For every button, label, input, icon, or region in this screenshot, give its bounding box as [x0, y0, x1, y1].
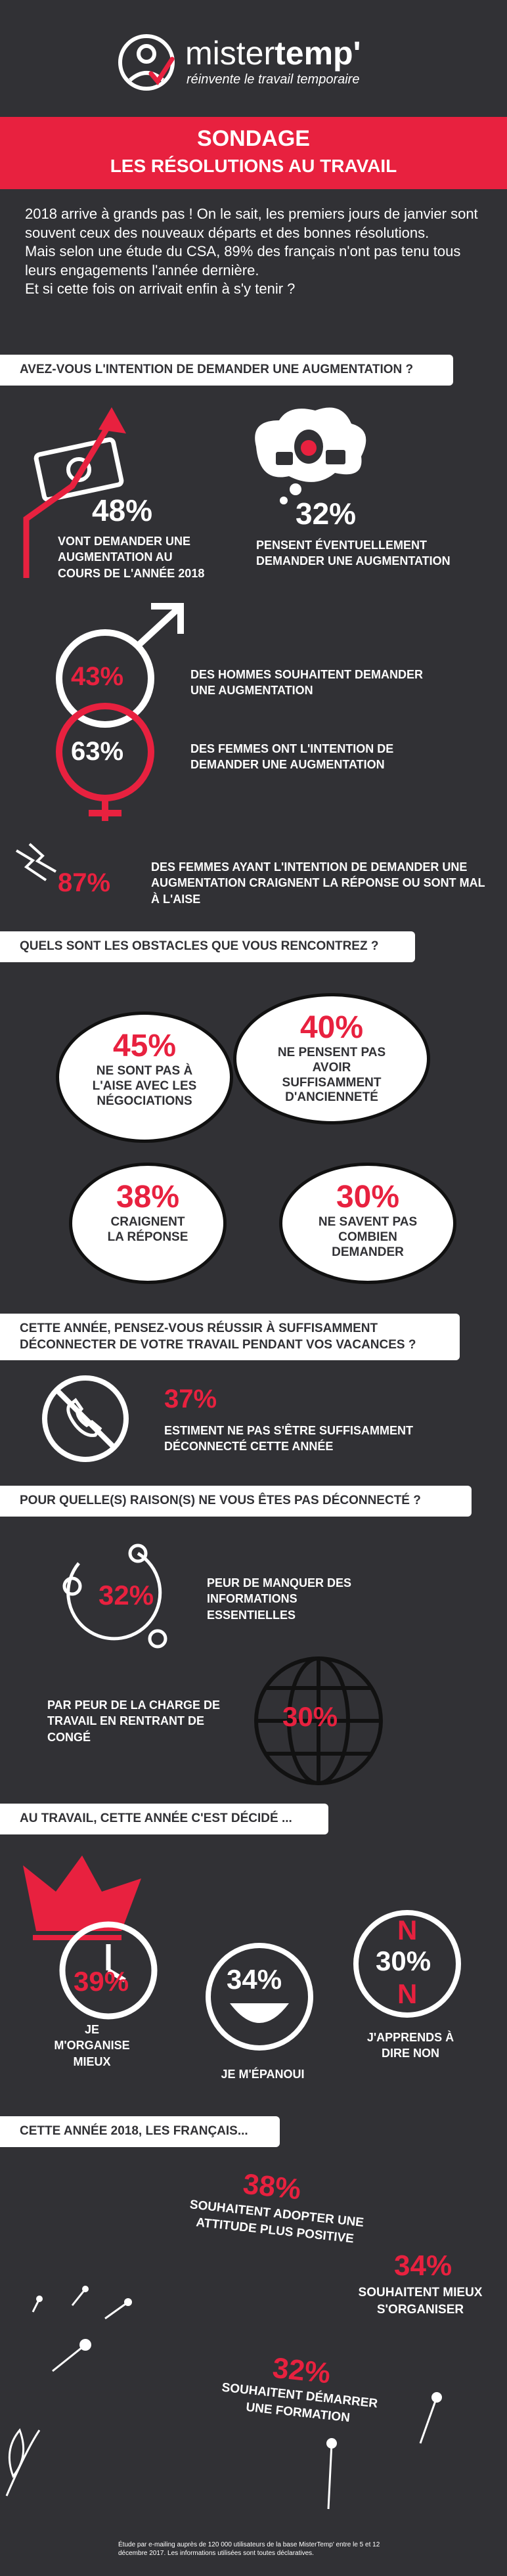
- men-label: DES HOMMES SOUHAITENT DEMANDER UNE AUGMENTATION: [190, 668, 424, 698]
- lightning-icon: [16, 844, 62, 883]
- dandelion-icon: [0, 2233, 507, 2509]
- women-label: DES FEMMES ONT L'INTENTION DE DEMANDER UNE AUGMENTATION: [190, 742, 394, 772]
- obstacle-4-pct: 30%: [336, 1180, 400, 1214]
- money-bag-thought-icon: [243, 401, 374, 506]
- non-letter-n1: N: [397, 1915, 418, 1945]
- obstacle-4-label: NE SAVENT PAS COMBIEN DEMANDER: [318, 1215, 418, 1259]
- obstacle-bubble-4: [279, 1163, 456, 1284]
- reason-a-label: PEUR DE MANQUER DES INFORMATIONS ESSENTIELLES: [207, 1576, 352, 1622]
- title-banner: [0, 117, 507, 189]
- non-letter-n2: N: [397, 1978, 418, 2009]
- french-c-label: SOUHAITENT DÉMARRER UNE FORMATION: [221, 2380, 379, 2425]
- question-obstacles: QUELS SONT LES OBSTACLES QUE VOUS RENCONTREZ ?: [0, 931, 415, 962]
- decided-c-label: J'APPRENDS À DIRE NON: [366, 2031, 454, 2060]
- obstacle-1-label: NE SONT PAS À L'AISE AVEC LES NÉGOCIATIONS: [92, 1064, 197, 1108]
- obstacle-2-pct: 40%: [299, 1010, 364, 1045]
- fear-pct: 87%: [58, 868, 111, 897]
- obstacle-3-label: CRAIGNENT LA RÉPONSE: [107, 1215, 188, 1244]
- raise-b-pct: 32%: [296, 497, 357, 531]
- question-reasons: POUR QUELLE(S) RAISON(S) NE VOUS ÊTES PAS DÉCONNECTÉ ?: [0, 1486, 472, 1517]
- obstacle-3-pct: 38%: [116, 1180, 180, 1214]
- raise-a-pct: 48%: [92, 493, 153, 527]
- disconnect-pct: 37%: [164, 1385, 217, 1413]
- obstacle-bubble-1: [56, 1011, 233, 1143]
- footer-note: Étude par e-mailing auprès de 120 000 utilisateurs de la base MisterTemp' entre le 5 et 12 décembre 2017. Les informations utilisées sont toutes déclaratives.: [118, 2541, 380, 2557]
- obstacle-2-label: NE PENSENT PAS AVOIR SUFFISAMMENT D'ANCIENNETÉ: [277, 1046, 386, 1105]
- obstacle-bubble-2: [233, 993, 430, 1124]
- decided-a-label: JE M'ORGANISE MIEUX: [54, 2023, 130, 2068]
- banner-title: SONDAGE: [197, 126, 310, 151]
- decided-c-pct: 30%: [376, 1945, 431, 1976]
- question-french: CETTE ANNÉE 2018, LES FRANÇAIS...: [0, 2116, 280, 2147]
- no-phone-icon: [39, 1373, 131, 1465]
- men-pct: 43%: [71, 662, 124, 691]
- brand-tagline: réinvente le travail temporaire: [187, 72, 360, 87]
- banner-subtitle: LES RÉSOLUTIONS AU TRAVAIL: [110, 156, 397, 176]
- intro-text: 2018 arrive à grands pas ! On le sait, les premiers jours de janvier sont souvent ceux des nouveaux départs et des bonnes résolutions. Mais selon une étude du CSA, 89% des français n'ont pas tenu tous leurs engagements l'année dernière. Et si cette fois on arrivait enfin à s'y tenir ?: [25, 206, 478, 298]
- reason-a-pct: 32%: [99, 1580, 154, 1610]
- raise-a-label: VONT DEMANDER UNE AUGMENTATION AU COURS DE L'ANNÉE 2018: [58, 535, 205, 580]
- french-a-label: SOUHAITENT ADOPTER UNE ATTITUDE PLUS POSITIVE: [188, 2198, 364, 2246]
- french-b-pct: 34%: [394, 2250, 452, 2282]
- header: [0, 0, 507, 117]
- disconnect-label: ESTIMENT NE PAS S'ÊTRE SUFFISAMMENT DÉCONNECTÉ CETTE ANNÉE: [164, 1424, 413, 1454]
- decided-a-pct: 39%: [74, 1966, 129, 1997]
- question-disconnect: CETTE ANNÉE, PENSEZ-VOUS RÉUSSIR À SUFFISAMMENT DÉCONNECTER DE VOTRE TRAVAIL PENDANT VOS VACANCES ?: [0, 1314, 460, 1360]
- brand-logo-icon: [117, 33, 176, 92]
- french-b-label: SOUHAITENT MIEUX S'ORGANISER: [358, 2286, 483, 2317]
- decided-b-pct: 34%: [227, 1964, 282, 1995]
- french-a-pct: 38%: [241, 2167, 303, 2206]
- women-pct: 63%: [71, 737, 124, 766]
- decided-b-label: JE M'ÉPANOUI: [221, 2068, 305, 2081]
- gender-symbols-icon: [39, 604, 184, 821]
- obstacle-bubble-3: [69, 1163, 227, 1284]
- reason-b-label: PAR PEUR DE LA CHARGE DE TRAVAIL EN RENTRANT DE CONGÉ: [47, 1699, 221, 1744]
- brand-name: [185, 37, 361, 70]
- smile-icon: [204, 1941, 315, 2053]
- brand-name-part1: mister: [185, 35, 275, 72]
- question-raise: AVEZ-VOUS L'INTENTION DE DEMANDER UNE AUGMENTATION ?: [0, 355, 453, 386]
- raise-b-label: PENSENT ÉVENTUELLEMENT DEMANDER UNE AUGMENTATION: [256, 539, 451, 568]
- reason-b-pct: 30%: [282, 1701, 338, 1732]
- obstacle-1-pct: 45%: [112, 1029, 177, 1063]
- question-decided: AU TRAVAIL, CETTE ANNÉE C'EST DÉCIDÉ ...: [0, 1804, 328, 1834]
- fear-label: DES FEMMES AYANT L'INTENTION DE DEMANDER UNE AUGMENTATION CRAIGNENT LA RÉPONSE OU SONT MAL À L'AISE: [151, 860, 485, 906]
- brand-name-part2: temp': [275, 35, 361, 72]
- french-c-pct: 32%: [271, 2351, 332, 2390]
